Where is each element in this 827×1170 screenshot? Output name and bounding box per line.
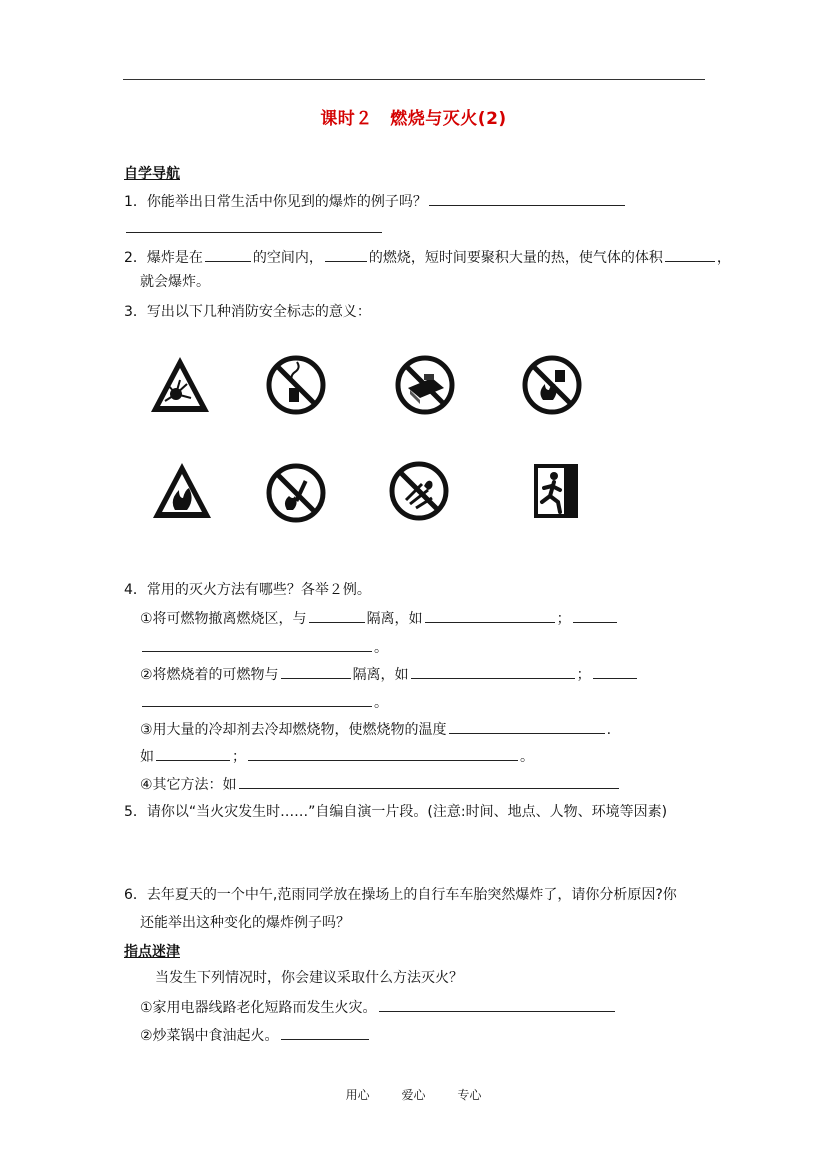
no-burning-icon bbox=[388, 460, 450, 522]
answer-blank[interactable] bbox=[309, 609, 365, 623]
tip-2: ②炒菜锅中食油起火。 bbox=[140, 1026, 371, 1045]
question-4-1: ①将可燃物撤离燃烧区，与 隔离，如 ； bbox=[140, 609, 619, 628]
section-heading-self-study: 自学导航 bbox=[124, 166, 180, 182]
answer-blank[interactable] bbox=[248, 747, 518, 761]
emergency-exit-icon bbox=[528, 460, 590, 522]
question-6: 6．去年夏天的一个中午,范雨同学放在操场上的自行车车胎突然爆炸了，请你分析原因?你 bbox=[124, 887, 677, 903]
no-fireworks-icon bbox=[394, 354, 456, 416]
answer-blank[interactable] bbox=[281, 1026, 369, 1040]
answer-blank[interactable] bbox=[593, 665, 637, 679]
footer-item: 爱心 bbox=[401, 1088, 426, 1102]
answer-blank[interactable] bbox=[126, 219, 382, 233]
no-smoking-icon bbox=[265, 354, 327, 416]
question-4-4: ④其它方法：如 bbox=[140, 775, 621, 794]
question-1: 1．你能举出日常生活中你见到的爆炸的例子吗？ bbox=[124, 192, 627, 211]
explosive-warning-icon bbox=[149, 354, 211, 416]
question-1-line2 bbox=[124, 219, 384, 238]
answer-blank[interactable] bbox=[449, 720, 605, 734]
footer-item: 用心 bbox=[345, 1088, 370, 1102]
page-title: 课时２ 燃烧与灭火(2) bbox=[320, 109, 507, 129]
section-heading-tips: 指点迷津 bbox=[124, 944, 180, 960]
answer-blank[interactable] bbox=[205, 248, 251, 262]
answer-blank[interactable] bbox=[156, 747, 230, 761]
answer-blank[interactable] bbox=[281, 665, 351, 679]
answer-blank[interactable] bbox=[425, 609, 555, 623]
question-4-2-line2: 。 bbox=[140, 693, 388, 712]
page-footer bbox=[0, 1086, 827, 1103]
answer-blank[interactable] bbox=[142, 638, 372, 652]
header-rule bbox=[123, 79, 705, 80]
no-flammables-icon bbox=[521, 354, 583, 416]
answer-blank[interactable] bbox=[665, 248, 715, 262]
answer-blank[interactable] bbox=[411, 665, 575, 679]
answer-blank[interactable] bbox=[142, 693, 372, 707]
question-3: 3．写出以下几种消防安全标志的意义： bbox=[124, 304, 371, 320]
answer-blank[interactable] bbox=[239, 775, 619, 789]
answer-blank[interactable] bbox=[325, 248, 367, 262]
tip-intro: 当发生下列情况时，你会建议采取什么方法灭火？ bbox=[155, 970, 463, 986]
question-6-line2: 还能举出这种变化的爆炸例子吗？ bbox=[140, 915, 350, 931]
tip-1: ①家用电器线路老化短路而发生火灾。 bbox=[140, 998, 617, 1017]
footer-item: 专心 bbox=[457, 1088, 482, 1102]
question-4: 4．常用的灭火方法有哪些？各举２例。 bbox=[124, 582, 371, 598]
answer-blank[interactable] bbox=[429, 192, 625, 206]
flammable-warning-icon bbox=[151, 460, 213, 522]
question-2: 2．爆炸是在 的空间内， 的燃烧，短时间要聚积大量的热，使气体的体积 ， bbox=[124, 250, 731, 266]
answer-blank[interactable] bbox=[379, 998, 615, 1012]
question-4-3: ③用大量的冷却剂去冷却燃烧物，使燃烧物的温度 . bbox=[140, 722, 612, 738]
question-4-3-line2: 如 ； 。 bbox=[140, 749, 534, 765]
question-2-line2: 就会爆炸。 bbox=[140, 274, 210, 290]
question-4-2: ②将燃烧着的可燃物与 隔离，如 ； bbox=[140, 665, 639, 684]
no-open-flame-icon bbox=[265, 462, 327, 524]
question-4-1-line2: 。 bbox=[140, 638, 388, 657]
answer-blank[interactable] bbox=[573, 609, 617, 623]
question-5: 5．请你以“当火灾发生时……”自编自演一片段。(注意:时间、地点、人物、环境等因素) bbox=[124, 804, 668, 820]
